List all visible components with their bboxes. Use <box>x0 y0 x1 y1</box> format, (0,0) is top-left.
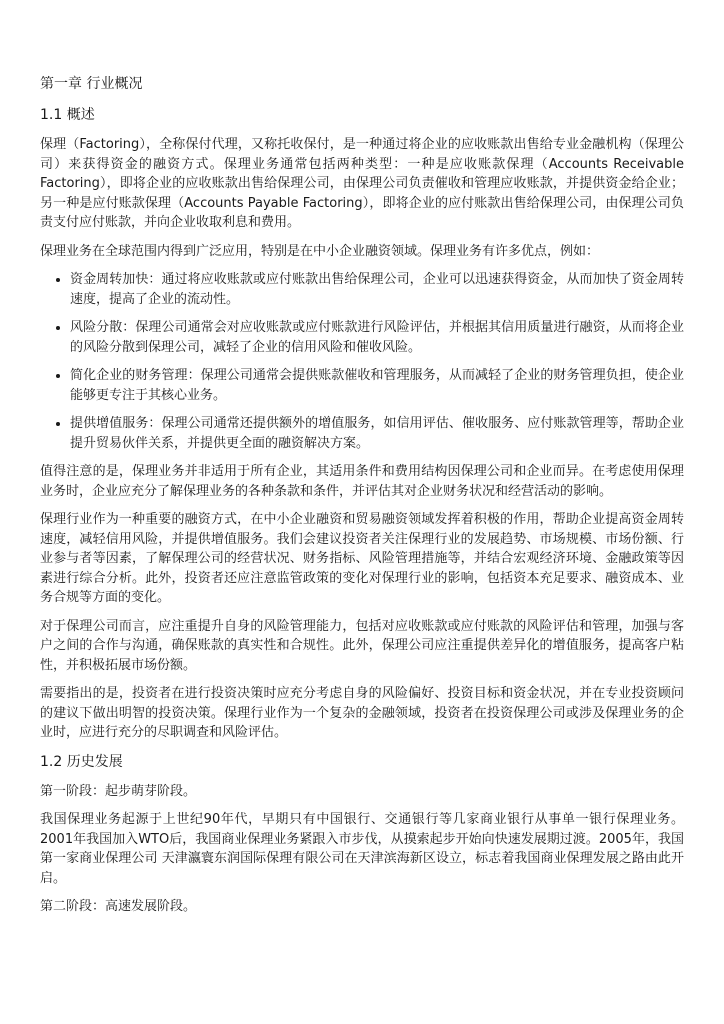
stage-1-title: 第一阶段：起步萌芽阶段。 <box>40 783 197 799</box>
section-title-1-1: 1.1 概述 <box>40 107 95 123</box>
paragraph-applicability: 值得注意的是，保理业务并非适用于所有企业，其适用条件和费用结构因保理公司和企业而异。在考虑使用保理业务时，企业应充分了解保理业务的各种条款和条件，并评估其对企业财务状况和经营活动的影响。 <box>40 464 684 499</box>
paragraph-investor-advice: 需要指出的是，投资者在进行投资决策时应充分考虑自身的风险偏好、投资目标和资金状况，并在专业投资顾问的建议下做出明智的投资决策。保理行业作为一个复杂的金融领域，投资者在投资保理公司或涉及保理业务的企业时，应进行充分的尽职调查和风险评估。 <box>40 686 684 740</box>
section-title-1-2: 1.2 历史发展 <box>40 753 123 770</box>
list-item: • 简化企业的财务管理：保理公司通常会提供账款催收和管理服务，从而减轻了企业的财务管理负担，使企业能够更专注于其核心业务。 <box>70 366 684 405</box>
list-item: • 风险分散：保理公司通常会对应收账款或应付账款进行风险评估，并根据其信用质量进行融资，从而将企业的风险分散到保理公司，减轻了企业的信用风险和催收风险。 <box>70 318 684 357</box>
stage-1-text: 我国保理业务起源于上世纪90年代，早期只有中国银行、交通银行等几家商业银行从事单一银行保理业务。2001年我国加入WTO后，我国商业保理业务紧跟入市步伐，从摸索起步开始向快速发展期过渡。2005年，我国第一家商业保理公司 天津瀛寰东润国际保理有限公司在天津滨海新区设立，标志着我国商业保理发展之路由此开启。 <box>40 812 684 886</box>
paragraph-industry-role: 保理行业作为一种重要的融资方式，在中小企业融资和贸易融资领域发挥着积极的作用，帮助企业提高资金周转速度，减轻信用风险，并提供增值服务。我们会建议投资者关注保理行业的发展趋势、市场规模、市场份额、行业参与者等因素，了解保理公司的经营状况、财务指标、风险管理措施等，并结合宏观经济环境、金融政策等因素进行综合分析。此外，投资者还应注意监管政策的变化对保理行业的影响，包括资本充足要求、融资成本、业务合规等方面的变化。 <box>40 512 684 605</box>
paragraph-factoring-definition: 保理（Factoring），全称保付代理，又称托收保付，是一种通过将企业的应收账款出售给专业金融机构（保理公司）来获得资金的融资方式。保理业务通常包括两种类型：一种是应收账款保理（Accounts Receivable Factoring），即将企业的应收账款出售给保理公司，由保理公司负责催收和管理应收账款，并提供资金给企业；另一种是应付账款保理（Accounts Payable Factoring），即将企业的应付账款出售给保理公司，由保理公司负责支付应付账款，并向企业收取利息和费用。 <box>40 137 684 230</box>
list-item: • 提供增值服务：保理公司通常还提供额外的增值服务，如信用评估、催收服务、应付账款管理等，帮助企业提升贸易伙伴关系，并提供更全面的融资解决方案。 <box>70 414 684 453</box>
paragraph-factoring-advantages-intro: 保理业务在全球范围内得到广泛应用，特别是在中小企业融资领域。保理业务有许多优点，例如： <box>40 243 600 259</box>
paragraph-company-advice: 对于保理公司而言，应注重提升自身的风险管理能力，包括对应收账款或应付账款的风险评估和管理，加强与客户之间的合作与沟通，确保账款的真实性和合规性。此外，保理公司应注重提供差异化的增值服务，提高客户粘性，并积极拓展市场份额。 <box>40 618 684 673</box>
advantages-list <box>40 270 684 453</box>
stage-2-title: 第二阶段：高速发展阶段。 <box>40 899 197 914</box>
list-item: • 资金周转加快：通过将应收账款或应付账款出售给保理公司，企业可以迅速获得资金，从而加快了资金周转速度，提高了企业的流动性。 <box>70 270 684 309</box>
chapter-title: 第一章 行业概况 <box>40 76 143 92</box>
